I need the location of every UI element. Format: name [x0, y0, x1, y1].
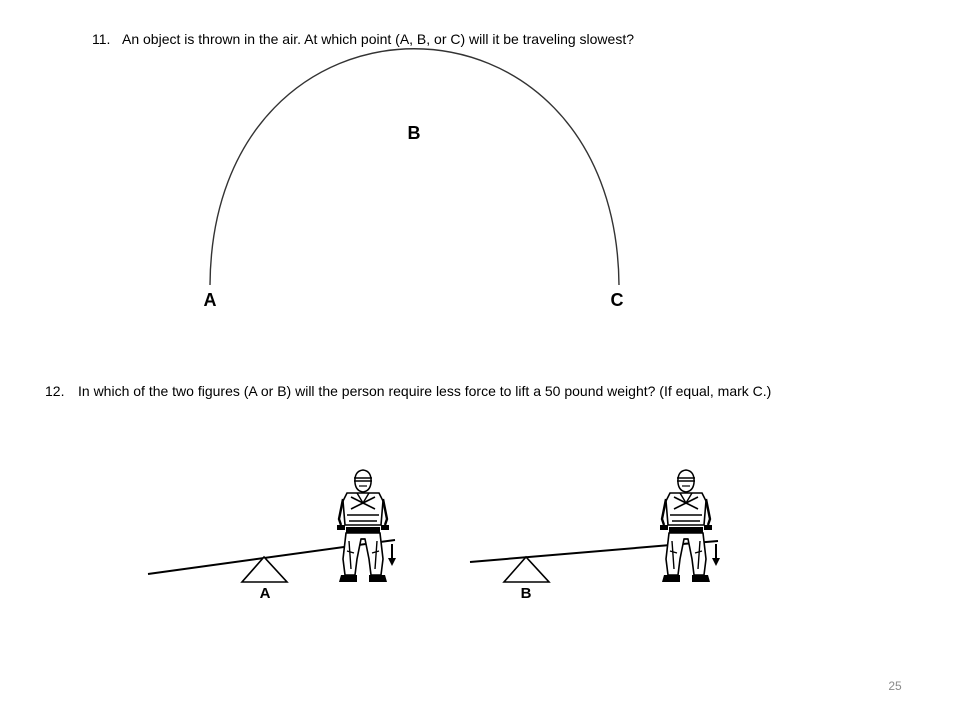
question-12-number: 12. — [45, 383, 65, 399]
down-arrow-icon — [712, 544, 720, 566]
figure-b-label: B — [520, 585, 532, 602]
question-11-text: An object is thrown in the air. At which point (A, B, or C) will it be traveling slowest? — [122, 31, 635, 47]
point-b-label: B — [407, 123, 421, 143]
fulcrum-b — [504, 557, 549, 582]
figure-a-label: A — [259, 585, 271, 602]
question-12-text: In which of the two figures (A or B) will the person require less force to lift a 50 pound weight? (If equal, mark C.) — [78, 383, 772, 399]
point-a-label: A — [203, 290, 217, 310]
question-11-number: 11. — [92, 31, 111, 47]
down-arrow-icon — [388, 544, 396, 566]
point-c-label: C — [610, 290, 624, 310]
figure-b — [470, 470, 720, 602]
person-icon — [660, 470, 712, 582]
person-icon — [337, 470, 389, 582]
page-number: 25 — [888, 679, 902, 693]
figure-a — [148, 470, 396, 602]
